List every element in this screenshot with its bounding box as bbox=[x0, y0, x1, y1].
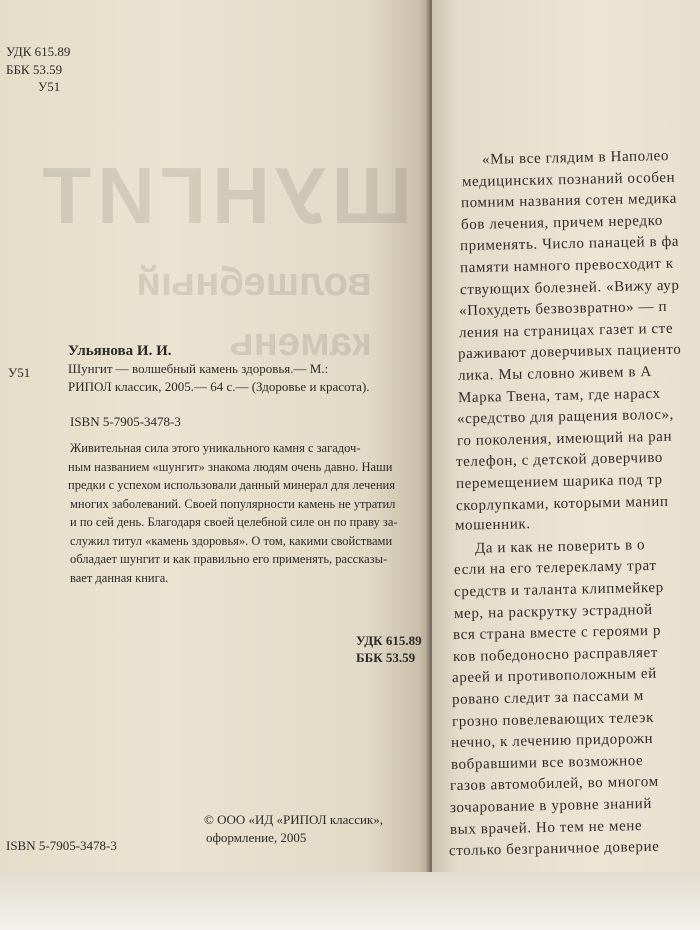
author-name: Ульянова И. И. bbox=[68, 343, 172, 359]
body-text-line: ствующих болезней. «Вижу аур bbox=[459, 277, 680, 298]
body-text-line: нечно, к лечению придорожн bbox=[450, 731, 654, 752]
right-page bbox=[432, 0, 700, 930]
body-text-line: бов лечения, причем нередко bbox=[460, 212, 664, 233]
bib-line: Шунгит — волшебный камень здоровья.— М.: bbox=[68, 361, 329, 376]
bbk-code-bottom: ББК 53.59 bbox=[356, 650, 416, 665]
body-text-line: медицинских познаний особен bbox=[461, 169, 676, 190]
abstract-line: предки с успехом использовали данный минерал для лечения bbox=[68, 478, 395, 492]
abstract-line: и по сей день. Благодаря своей целебной силе он по праву за- bbox=[70, 515, 398, 529]
udk-code-bottom: УДК 615.89 bbox=[356, 633, 422, 648]
body-text-line: зочарование в уровне знаний bbox=[449, 795, 653, 817]
body-text-line: вобравшими все возможное bbox=[450, 752, 644, 773]
body-text-line: Да и как не поверить в о bbox=[474, 537, 646, 557]
body-text-line: помним названия сотен медика bbox=[460, 190, 678, 212]
body-text-line: го поколения, имеющий на ран bbox=[456, 428, 673, 450]
body-text-line: перемещением шарика под тр bbox=[455, 471, 663, 493]
udk-code-top: УДК 615.89 bbox=[6, 44, 71, 59]
class-code-top: У51 bbox=[38, 79, 61, 94]
body-text-line: грозно повелевающих телеэк bbox=[451, 709, 655, 730]
class-mark: У51 bbox=[8, 365, 31, 380]
copyright-line-2: оформление, 2005 bbox=[206, 830, 307, 845]
body-text-line: раживают доверчивых пациенто bbox=[457, 342, 682, 363]
body-text-line: «средство для ращения волос», bbox=[456, 406, 675, 428]
show-through-title: ШУНГИТ волшебный камень bbox=[36, 151, 412, 364]
background-bottom bbox=[0, 872, 700, 930]
body-text-line: мер, на раскрутку эстрадной bbox=[453, 601, 653, 622]
body-text-line: вых врачей. Но тем не мене bbox=[449, 817, 643, 838]
body-text-line: Марка Твена, там, где нарасх bbox=[457, 385, 661, 406]
body-text-line: лика. Мы словно живем в А bbox=[457, 363, 652, 385]
body-text-line: мошенник. bbox=[454, 516, 531, 534]
bib-line: РИПОЛ классик, 2005.— 64 с.— (Здоровье и красота). bbox=[68, 379, 370, 394]
abstract-line: служил титул «камень здоровья». О том, какими свойствами bbox=[70, 533, 393, 548]
bbk-code-top: ББК 53.59 bbox=[6, 62, 63, 77]
body-text-line: газов автомобилей, во многом bbox=[449, 774, 659, 795]
isbn: ISBN 5-7905-3478-3 bbox=[70, 414, 181, 429]
body-text-line: если на его телерекламу трат bbox=[453, 558, 657, 579]
copyright-line-1: © ООО «ИД «РИПОЛ классик», bbox=[204, 812, 383, 827]
abstract-line: обладает шунгит и как правильно его применять, рассказы- bbox=[70, 552, 388, 566]
body-text-line: ареей и противоположным ей bbox=[451, 666, 657, 687]
abstract-line: вает данная книга. bbox=[70, 570, 169, 585]
abstract-line: многих заболеваний. Своей популярности камень не утратил bbox=[70, 496, 396, 511]
body-text-line: ления на страницах газет и сте bbox=[458, 320, 674, 342]
body-text-line: скорлупками, которыми манип bbox=[455, 493, 669, 514]
abstract-line: ным названием «шунгит» знакома людям очень давно. Наши bbox=[68, 459, 393, 474]
body-text-line: столько безграничное доверие bbox=[448, 838, 660, 860]
body-text-line: памяти намного превосходит к bbox=[459, 255, 674, 277]
abstract-line: Живительная сила этого уникального камня с загадоч- bbox=[70, 441, 361, 455]
body-text-line: ровано следит за пассами м bbox=[451, 687, 645, 709]
body-text-line: применять. Число панацей в фа bbox=[459, 234, 680, 255]
body-text-line: средств и таланта клипмейкер bbox=[453, 579, 664, 601]
body-text-line: «Мы все глядим в Наполео bbox=[481, 148, 670, 168]
body-text-line: вся страна вместе с героями р bbox=[452, 623, 662, 644]
body-text-line: ков победоносно расправляет bbox=[452, 644, 659, 665]
body-text-line: телефон, с детской доверчиво bbox=[455, 450, 664, 471]
isbn-bottom: ISBN 5-7905-3478-3 bbox=[6, 838, 117, 853]
body-text-line: «Похудеть безвозвратно» — п bbox=[458, 299, 668, 320]
